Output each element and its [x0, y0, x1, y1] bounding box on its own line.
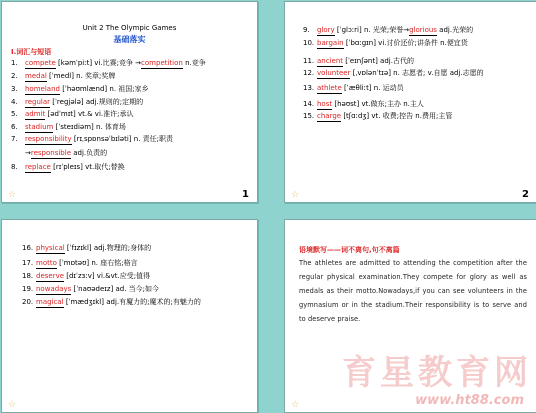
context-heading: 语境默写——词不离句,句不离篇 — [299, 246, 400, 254]
slide-subtitle: 基础落实 — [113, 35, 146, 44]
vocab-item — [303, 26, 473, 36]
answer-word: responsible — [30, 149, 72, 157]
answer-word: responsibility — [25, 135, 72, 143]
vocab-item — [11, 149, 107, 159]
word-definition: [rɪˈpleɪs] vt.取代;替换 — [50, 163, 125, 171]
item-number: 2. — [11, 72, 18, 80]
word-definition: [dɪˈzɜːv] vi.&vt.应受;值得 — [64, 272, 151, 280]
item-number: 7. — [11, 135, 18, 143]
answer-word: glorious — [409, 26, 437, 34]
answer-word: athlete — [317, 84, 342, 92]
slide-1[interactable] — [1, 1, 258, 203]
vocab-item — [22, 285, 159, 295]
watermark-logo: 育星教育网 — [342, 353, 532, 393]
word-definition: [ˈmedl] n. 奖章;奖牌 — [46, 72, 116, 80]
word-definition: [ˌvɒlənˈtɪə] n. 志愿者; v.自愿 adj.志愿的 — [350, 69, 484, 77]
vocab-item — [22, 259, 138, 269]
item-number: 20. — [22, 298, 34, 306]
vocab-item — [22, 298, 201, 308]
answer-word: magical — [36, 298, 64, 306]
answer-word: competition — [141, 59, 183, 67]
word-definition: [ˈæθliːt] n. 运动员 — [341, 84, 404, 92]
vocab-item — [303, 39, 468, 49]
slide-2[interactable] — [284, 1, 536, 203]
item-number: 18. — [22, 272, 34, 280]
item-number: 1. — [11, 59, 18, 67]
arrow-icon: → — [25, 149, 31, 157]
item-number: 6. — [11, 123, 18, 131]
vocab-item — [11, 135, 173, 145]
answer-word: charge — [317, 112, 342, 120]
page-number: 2 — [522, 189, 529, 200]
star-icon: ☆ — [291, 400, 300, 410]
item-number: 9. — [303, 26, 310, 34]
word-definition: adj.负责的 — [71, 149, 108, 157]
word-definition: [ˈhəʊmlænd] n. 祖国;家乡 — [59, 85, 149, 93]
answer-word: regular — [25, 98, 51, 106]
item-number: 10. — [303, 39, 315, 47]
answer-word: deserve — [36, 272, 65, 280]
word-definition: [ˈsteɪdiəm] n. 体育场 — [53, 123, 126, 131]
answer-word: volunteer — [317, 69, 351, 77]
watermark-url: www.ht88.com — [415, 393, 524, 408]
item-number: 13. — [303, 84, 315, 92]
star-icon: ☆ — [291, 190, 300, 200]
item-number: 8. — [11, 163, 18, 171]
answer-word: bargain — [317, 39, 344, 47]
vocab-item — [11, 72, 115, 82]
vocab-item — [11, 98, 143, 108]
vocab-item — [303, 69, 484, 79]
context-paragraph: The athletes are admitted to attending the competition after the regular physical examination.They compete for glory as well as medals as their motto.Nowadays,if you can see volunteers in the gymnasium or in the stadium.Their responsibility is to serve and to deserve praise. — [299, 259, 527, 323]
word-definition: [ˈnaʊədeɪz] ad. 当今;如今 — [71, 285, 160, 293]
vocab-item — [22, 272, 150, 282]
answer-word: motto — [36, 259, 57, 267]
word-definition: [ˈeɪnʃənt] adj.古代的 — [343, 57, 414, 65]
word-definition: adj.光荣的 — [436, 26, 474, 34]
item-number: 11. — [303, 57, 315, 65]
answer-word: nowadays — [36, 285, 72, 293]
answer-word: glory — [317, 26, 335, 34]
vocab-item — [303, 100, 424, 110]
answer-word: stadium — [25, 123, 54, 131]
item-number: 4. — [11, 98, 18, 106]
item-number: 19. — [22, 285, 34, 293]
item-number: 12. — [303, 69, 315, 77]
vocab-item — [11, 123, 126, 133]
word-definition: [kəmˈpiːt] vi.比赛;竞争 → — [55, 59, 142, 67]
vocab-item — [11, 110, 133, 120]
word-definition: [tʃɑːdʒ] vt. 收费;控告 n.费用;主管 — [341, 112, 453, 120]
star-icon: ☆ — [8, 400, 17, 410]
word-definition: [ˈregjələ] adj.规则的;定期的 — [50, 98, 144, 106]
slide-3[interactable] — [1, 219, 258, 413]
answer-word: medal — [25, 72, 47, 80]
vocab-item — [22, 244, 151, 254]
answer-word: replace — [25, 163, 51, 171]
word-definition: n.竞争 — [182, 59, 206, 67]
vocab-item — [11, 85, 149, 95]
vocab-item — [11, 59, 206, 69]
answer-word: ancient — [317, 57, 344, 65]
word-definition: [ˈbɑːgɪn] vi.讨价还价;讲条件 n.便宜货 — [343, 39, 468, 47]
word-definition: [həʊst] vt.做东;主办 n.主人 — [332, 100, 424, 108]
slide-title: Unit 2 The Olympic Games — [82, 24, 177, 32]
word-definition: [ədˈmɪt] vt.& vi.准许;承认 — [45, 110, 134, 118]
section-heading: Ⅰ.词汇与短语 — [11, 48, 52, 56]
item-number: 5. — [11, 110, 18, 118]
answer-word: host — [317, 100, 333, 108]
answer-word: compete — [25, 59, 56, 67]
word-definition: [ˈmædʒɪkl] adj.有魔力的;魔术的;有魅力的 — [63, 298, 201, 306]
page-number: 1 — [242, 189, 249, 200]
vocab-item — [303, 112, 452, 122]
word-definition: [ˈglɔːri] n. 光荣;荣誉→ — [334, 26, 410, 34]
word-definition: [ˈmɒtəʊ] n. 座右铭;格言 — [56, 259, 138, 267]
vocab-item — [303, 84, 404, 94]
item-number: 14. — [303, 100, 315, 108]
answer-word: admit — [25, 110, 46, 118]
word-definition: [rɪˌspɒnsəˈbɪləti] n. 责任;职责 — [71, 135, 174, 143]
item-number: 15. — [303, 112, 315, 120]
vocab-item — [11, 163, 125, 173]
star-icon: ☆ — [8, 190, 17, 200]
answer-word: homeland — [25, 85, 60, 93]
vocab-item — [303, 57, 414, 67]
item-number: 3. — [11, 85, 18, 93]
answer-word: physical — [36, 244, 65, 252]
item-number: 16. — [22, 244, 34, 252]
item-number: 17. — [22, 259, 34, 267]
word-definition: [ˈfɪzɪkl] adj.物理的;身体的 — [64, 244, 152, 252]
